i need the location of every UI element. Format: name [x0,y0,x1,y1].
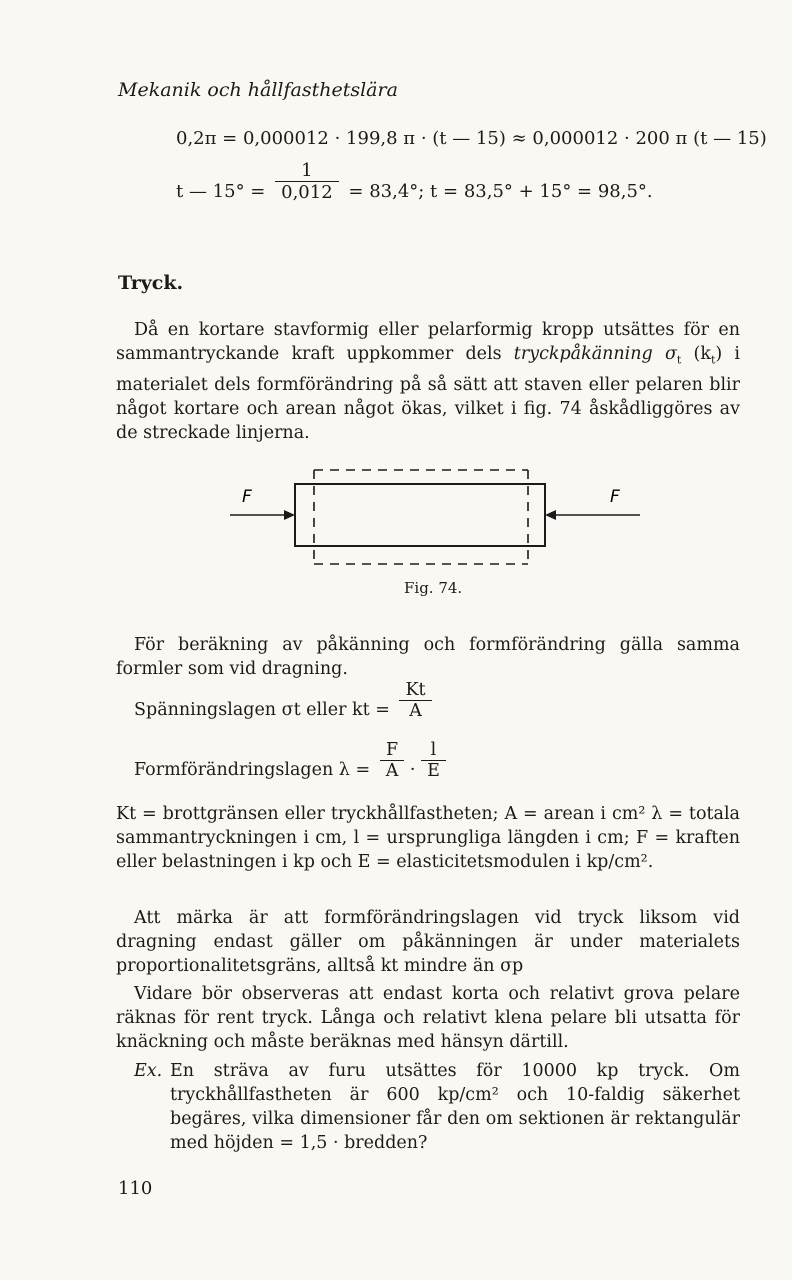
definitions-paragraph: Kt = brottgränsen eller tryckhållfastheten; A = arean i cm² λ = totala sammantryckningen i cm, l = ursprungliga längden i cm; F = kraften eller belastningen i kp och E = elasticitetsmodulen i kp/cm². [116,804,740,872]
paragraph-formulas-intro: För beräkning av påkänning och formförändring gälla samma formler som vid dragning. [116,635,740,679]
equation-line-1: 0,2π = 0,000012 · 199,8 π · (t — 15) ≈ 0,000012 · 200 π (t — 15) [176,128,767,149]
running-title: Mekanik och hållfasthetslära [118,79,398,101]
page-number: 110 [118,1178,153,1199]
intro-text-d: ) i materialet dels formförändring på så sätt att staven eller pelaren blir något kortare och arean något ökas, vilket i fig. 74 åskådliggöres av de streckade linjerna. [116,344,740,443]
intro-paragraph [116,318,740,445]
strain-law-fraction-1 [380,740,405,781]
strain-law-label: Formförändringslagen λ = [134,760,371,780]
stress-law [134,680,432,721]
equation-lhs: t — 15° = [176,180,266,202]
intro-term: tryckpåkänning [513,344,653,364]
stress-law-fraction [399,680,431,721]
force-label-left: F [242,487,252,507]
example-label [134,1059,164,1083]
left-arrowhead [284,510,295,520]
intro-sub-1: t [676,353,682,367]
strain-law-dot: · [409,760,416,780]
strain-law [134,740,446,781]
intro-text-c: (k [681,344,711,364]
figure-caption: Fig. 74. [404,579,463,597]
equation-line-2 [176,160,653,203]
right-arrowhead [545,510,556,520]
stress-law-numerator: Kt [399,680,431,701]
bar-outline [295,484,545,546]
strain-law-denominator-1: A [385,761,399,781]
stress-law-denominator: A [409,701,422,721]
strain-law-denominator-2: E [427,761,440,781]
strain-law-numerator-1: F [380,740,405,761]
intro-sub-2: t [710,353,716,367]
intro-text-a: Då en kortare stavformig eller pelarformig kropp utsättes för en sammantryckande kraft uppkommer dels [116,320,740,364]
figure-74 [220,458,660,578]
intro-sigma: σ [652,344,677,364]
strain-law-fraction-2 [421,740,446,781]
section-title: Tryck. [118,272,184,294]
strain-law-numerator-2: l [421,740,446,761]
stress-law-label: Spänningslagen σt eller kt = [134,700,390,720]
paragraph-buckling: Vidare bör observeras att endast korta och relativt grova pelare räknas för rent tryck. Långa och relativt klena pelare bli utsatta för knäckning och måste beräknas med hänsyn därtill. [116,984,740,1052]
example-label-text: Ex. [134,1061,163,1081]
equation-denominator: 0,012 [281,182,333,203]
equation-fraction [275,160,339,203]
equation-rhs: = 83,4°; t = 83,5° + 15° = 98,5°. [348,180,653,202]
equation-numerator: 1 [275,160,339,182]
paragraph-proportionality: Att märka är att formförändringslagen vid tryck liksom vid dragning endast gäller om påkänningen är under materialets proportionalitetsgräns, alltså kt mindre än σp [116,908,740,976]
force-label-right: F [610,487,620,507]
example-text: En sträva av furu utsättes för 10000 kp tryck. Om tryckhållfastheten är 600 kp/cm² och 10-faldig säkerhet begäres, vilka dimensioner får den om sektionen är rektangulär med höjden = 1,5 · bredden? [170,1061,740,1153]
